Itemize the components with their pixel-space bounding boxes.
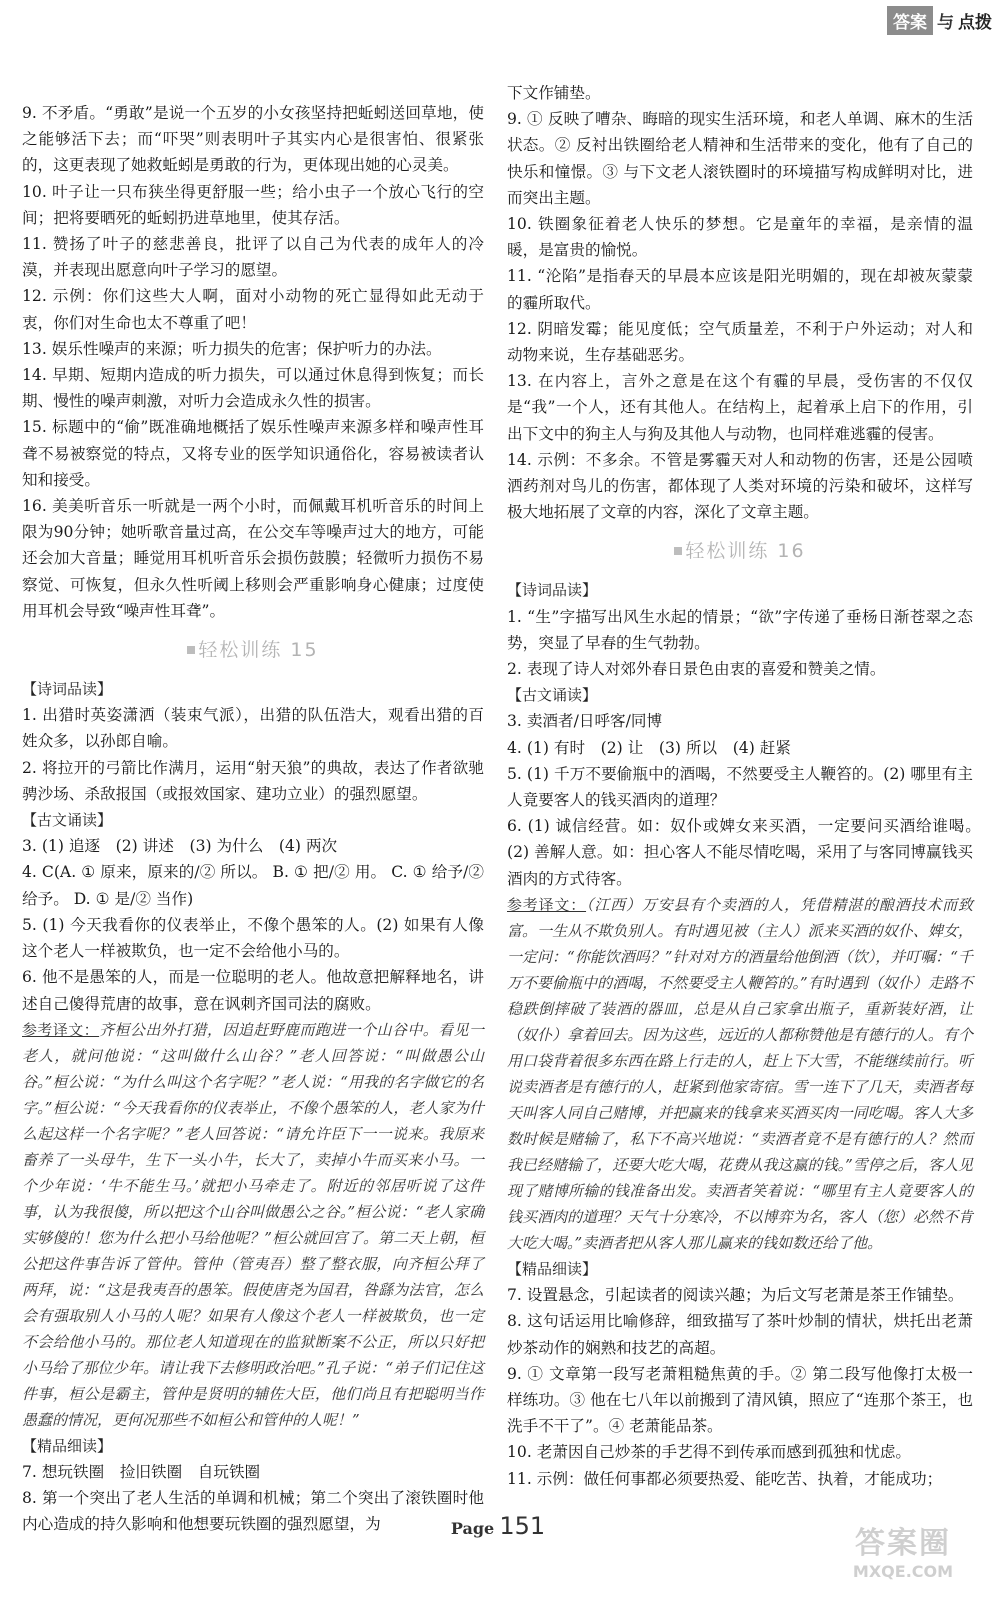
section-heading: 【精品细读】 bbox=[22, 1436, 113, 1455]
reference-translation bbox=[507, 892, 973, 1256]
answer-item: 6. 他不是愚笨的人，而是一位聪明的老人。他故意把解释地名，讲述自己傻得荒唐的故事，意在讽刺齐国司法的腐败。 bbox=[22, 968, 484, 1013]
watermark-line2: MXQE.COM bbox=[852, 1562, 954, 1581]
answer-item: 7. 想玩铁圈 捡旧铁圈 自玩铁圈 bbox=[22, 1462, 261, 1481]
answer-item: 14. 早期、短期内造成的听力损失，可以通过休息得到恢复；而长期、慢性的噪声刺激，对听力会造成永久性的损害。 bbox=[22, 366, 484, 411]
answer-item: 5. (1) 千万不要偷瓶中的酒喝，不然要受主人鞭笞的。(2) 哪里有主人竟要客人的钱买酒肉的道理？ bbox=[507, 764, 973, 810]
answer-item: 11. 示例：做任何事都必须要热爱、能吃苦、执着，才能成功； bbox=[507, 1469, 943, 1488]
answer-item: 3. (1) 追逐 (2) 讲述 (3) 为什么 (4) 两次 bbox=[22, 837, 338, 856]
banner-title: 轻松训练 15 bbox=[198, 638, 319, 661]
section-heading: 【古文诵读】 bbox=[22, 811, 113, 830]
answer-item: 4. C(A. ① 原来，原来的/② 所以。 B. ① 把/② 用。 C. ① 给予/② 给予。 D. ① 是/② 当作) bbox=[22, 863, 484, 908]
answer-item: 6. (1) 诚信经营。如：奴仆或婢女来买酒，一定要问买酒给谁喝。 (2) 善解人意。如：担心客人不能尽情吃喝，采用了与客同博赢钱买酒肉的方式待客。 bbox=[507, 817, 989, 888]
section-heading: 【古文诵读】 bbox=[507, 686, 598, 705]
answer-item: 10. 叶子让一只布狭坐得更舒服一些；给小虫子一个放心飞行的空间；把将要晒死的蚯蚓扔进草地里，使其存活。 bbox=[22, 182, 484, 227]
header-tag-answer: 答案 bbox=[887, 6, 933, 35]
answer-item: 1. “生”字描写出风生水起的情景；“欲”字传递了垂杨日渐苍翠之态势，突显了早春的生气勃勃。 bbox=[507, 607, 973, 652]
answer-item: 14. 示例：不多余。不管是雾霾天对人和动物的伤害，还是公园喷洒药剂对鸟儿的伤害，都体现了人类对环境的污染和破坏，这样写极大地拓展了文章的内容，深化了文章主题。 bbox=[507, 450, 973, 522]
header-tag bbox=[866, 0, 996, 40]
section-banner bbox=[507, 525, 973, 577]
right-column bbox=[507, 80, 989, 1492]
banner-square-icon bbox=[674, 547, 682, 555]
watermark-line1: 答案圈 bbox=[855, 1526, 951, 1561]
section-heading: 【精品细读】 bbox=[507, 1259, 598, 1278]
answer-item: 10. 铁圈象征着老人快乐的梦想。它是童年的幸福，是亲情的温暖，是富贵的愉悦。 bbox=[507, 215, 973, 260]
answer-item: 7. 设置悬念，引起读者的阅读兴趣；为后文写老萧是茶王作铺垫。 bbox=[507, 1286, 964, 1305]
answer-item: 8. 第一个突出了老人生活的单调和机械；第二个突出了滚铁圈时他内心造成的持久影响和他想要玩铁圈的强烈愿望，为 bbox=[22, 1489, 484, 1534]
reference-label: 参考译文： bbox=[507, 895, 587, 914]
answer-item: 13. 娱乐性噪声的来源；听力损失的危害；保护听力的办法。 bbox=[22, 339, 442, 358]
banner-title: 轻松训练 16 bbox=[685, 540, 806, 563]
reference-translation bbox=[22, 1017, 484, 1433]
answer-item: 9. ① 反映了嘈杂、晦暗的现实生活环境，和老人单调、麻木的生活状态。② 反衬出铁圈给老人精神和生活带来的变化，他有了自己的快乐和憧憬。③ 与下文老人滚铁圈时的环境描写构成鲜明对比，进而突出主题。 bbox=[507, 110, 973, 207]
reference-label: 参考译文： bbox=[22, 1020, 100, 1039]
section-heading: 【诗词品读】 bbox=[507, 581, 598, 600]
answer-item: 9. ① 文章第一段写老萧粗糙焦黄的手。② 第二段写他像打太极一样练功。③ 他在七八年以前搬到了清风镇，照应了“连那个茶王，也洗手不干了”。④ 老萧能品茶。 bbox=[507, 1364, 973, 1436]
left-column bbox=[22, 100, 484, 1538]
answer-item: 1. 出猎时英姿潇洒（装束气派），出猎的队伍浩大，观看出猎的百姓众多，以孙郎自喻。 bbox=[22, 706, 484, 751]
page-number: 151 bbox=[499, 1512, 546, 1540]
watermark-logo bbox=[828, 1518, 978, 1588]
answer-item: 4. (1) 有时 (2) 让 (3) 所以 (4) 赶紧 bbox=[507, 738, 791, 757]
banner-square-icon bbox=[187, 646, 195, 654]
section-heading: 【诗词品读】 bbox=[22, 680, 113, 699]
answer-item: 2. 表现了诗人对郊外春日景色由衷的喜爱和赞美之情。 bbox=[507, 660, 886, 679]
answer-item: 13. 在内容上，言外之意是在这个有霾的早晨，受伤害的不仅仅是“我”一个人，还有其他人。在结构上，起着承上启下的作用，引出下文中的狗主人与狗及其他人与动物，也同样难逃霾的侵害。 bbox=[507, 372, 973, 443]
reference-text: 齐桓公出外打猎，因追赶野鹿而跑进一个山谷中。看见一老人，就问他说：“这叫做什么山谷？”老人回答说：“叫做愚公山谷。”桓公说：“为什么叫这个名字呢？”老人说：“用我的名字做它的名字。”桓公说：“今天我看你的仪表举止，不像个愚笨的人，老人家为什么起这样一个名字呢？”老人回答说：“请允许臣下一一说来。我原来畜养了一头母牛，生下一头小牛，长大了，卖掉小牛而买来小马。一个少年说：‘牛不能生马。’就把小马牵走了。附近的邻居听说了这件事，认为我很傻，所以把这个山谷叫做愚公之谷。”桓公说：“老人家确实够傻的！您为什么把小马给他呢？”桓公就回宫了。第二天上朝，桓公把这件事告诉了管仲。管仲（管夷吾）整了整衣服，向齐桓公拜了两拜，说：“这是我夷吾的愚笨。假使唐尧为国君，咎繇为法官，怎么会有强取别人小马的人呢？如果有人像这个老人一样被欺负，也一定不会给他小马的。那位老人知道现在的监狱断案不公正，所以只好把小马给了那位少年。请让我下去修明政治吧。”孔子说：“弟子们记住这件事，桓公是霸主，管仲是贤明的辅佐大臣，他们尚且有把聪明当作愚蠢的情况，更何况那些不如桓公和管仲的人呢！” bbox=[22, 1020, 484, 1429]
answer-item: 10. 老萧因自己炒茶的手艺得不到传承而感到孤独和忧虑。 bbox=[507, 1443, 912, 1462]
answer-item: 15. 标题中的“偷”既准确地概括了娱乐性噪声来源多样和噪声性耳聋不易被察觉的特点，又将专业的医学知识通俗化，容易被读者认知和接受。 bbox=[22, 418, 484, 489]
answer-item: 11. 赞扬了叶子的慈悲善良，批评了以自己为代表的成年人的冷漠，并表现出愿意向叶子学习的愿望。 bbox=[22, 235, 484, 280]
section-banner bbox=[22, 624, 484, 676]
answer-item: 8. 这句话运用比喻修辞，细致描写了茶叶炒制的情状，烘托出老萧炒茶动作的娴熟和技艺的高超。 bbox=[507, 1312, 973, 1357]
answer-item: 16. 美美听音乐一听就是一两个小时，而佩戴耳机听音乐的时间上限为90分钟；她听歌音量过高，在公交车等噪声过大的地方，可能还会加大音量；睡觉用耳机听音乐会损伤鼓膜；轻微听力损伤不易察觉、可恢复，但永久性听阈上移则会严重影响身心健康；过度使用耳机会导致“噪声性耳聋”。 bbox=[22, 497, 484, 620]
answer-item: 3. 卖酒者/日呼客/同博 bbox=[507, 712, 663, 731]
answer-item: 5. (1) 今天我看你的仪表举止，不像个愚笨的人。(2) 如果有人像这个老人一样被欺负，也一定不会给他小马的。 bbox=[22, 915, 484, 961]
reference-text: （江西）万安县有个卖酒的人，凭借精湛的酿酒技术而致富。一生从不欺负别人。有时遇见被（主人）派来买酒的奴仆、婢女，一定问：“你能饮酒吗？”针对对方的酒量给他倒酒（饮），并叮嘱：“千万不要偷瓶中的酒喝，不然要受主人鞭笞的。”有时遇到（奴仆）走路不稳跌倒摔破了装酒的器皿，总是从自己家拿出瓶子，重新装好酒，让（奴仆）拿着回去。因为这些，远近的人都称赞他是有德行的人。有个用口袋背着很多东西在路上行走的人，赶上下大雪，不能继续前行。听说卖酒者是有德行的人，赶紧到他家寄宿。雪一连下了几天，卖酒者每天叫客人同自己赌博，并把赢来的钱拿来买酒买肉一同吃喝。客人大多数时候是赌输了，私下不高兴地说：“卖酒者竟不是有德行的人？然而我已经赌输了，还要大吃大喝，花费从我这赢的钱。”雪停之后，客人见现了赌博所输的钱准备出发。卖酒者笑着说：“哪里有主人竟要客人的钱买酒肉的道理？天气十分寒冷，不以博弈为名，客人（您）必然不肯大吃大喝。”卖酒者把从客人那儿赢来的钱如数还给了他。 bbox=[507, 895, 973, 1252]
header-tag-and: 与 bbox=[937, 12, 954, 33]
answer-item: 2. 将拉开的弓箭比作满月，运用“射天狼”的典故，表达了作者欲驰骋沙场、杀敌报国（或报效国家、建功立业）的强烈愿望。 bbox=[22, 758, 484, 803]
answer-item: 11. “沦陷”是指春天的早晨本应该是阳光明媚的，现在却被灰蒙蒙的霾所取代。 bbox=[507, 267, 973, 312]
answer-item: 12. 阴暗发霉；能见度低；空气质量差，不利于户外运动；对人和动物来说，生存基础恶劣。 bbox=[507, 319, 973, 365]
answer-item: 12. 示例：你们这些大人啊，面对小动物的死亡显得如此无动于衷，你们对生命也太不尊重了吧！ bbox=[22, 287, 484, 332]
page-word: Page bbox=[450, 1519, 495, 1538]
header-tag-hint: 点拨 bbox=[958, 12, 992, 33]
answer-item: 下文作铺垫。 bbox=[507, 84, 601, 102]
answer-item: 9. 不矛盾。“勇敢”是说一个五岁的小女孩坚持把蚯蚓送回草地，使之能够活下去；而“吓哭”则表明叶子其实内心是很害怕、很紧张的，这更表现了她救蚯蚓是勇敢的行为，更体现出她的心灵美。 bbox=[22, 104, 484, 175]
